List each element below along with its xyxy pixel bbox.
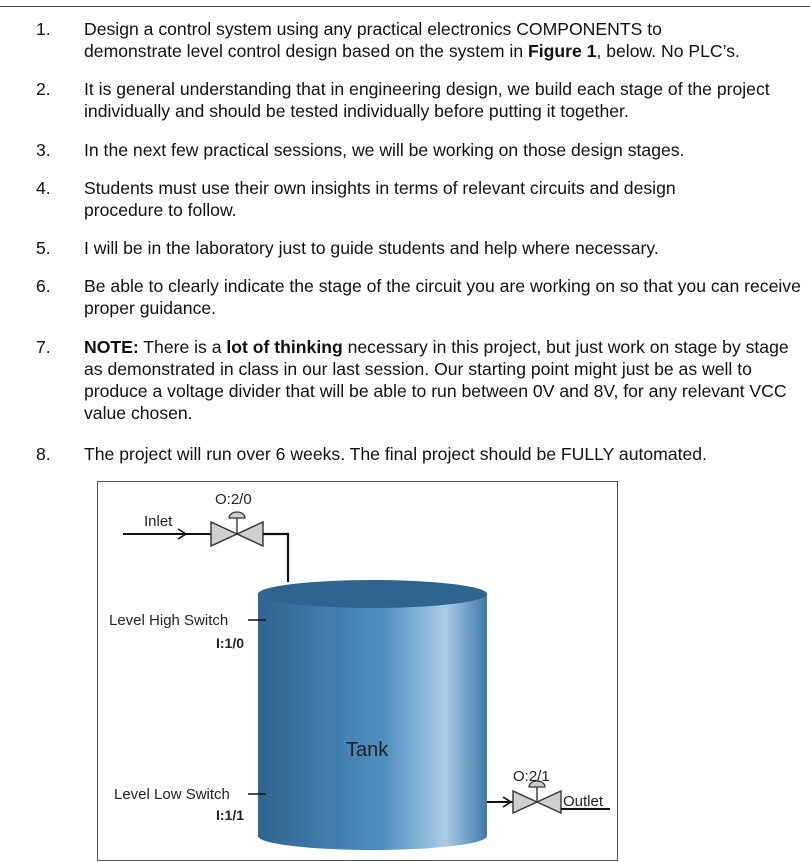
outlet-label: Outlet <box>563 793 604 810</box>
list-item <box>0 275 802 319</box>
level-high-label: Level High Switch <box>109 612 229 629</box>
list-item-text: Be able to clearly indicate the stage of the circuit you are working on so that you can receive proper guidance. <box>84 276 801 318</box>
list-item-text: It is general understanding that in engineering design, we build each stage of the project individually and should be tested individually before putting it together. <box>84 79 770 121</box>
level-low-label: Level Low Switch <box>114 786 230 803</box>
list-item-line: demonstrate level control design based on the system in Figure 1, below. No PLC’s. <box>84 41 740 61</box>
list-item-number: 7. <box>36 337 51 357</box>
tank <box>258 580 487 850</box>
list-item-number: 4. <box>36 178 51 198</box>
list-item-number: 5. <box>36 238 51 258</box>
list-item-text: NOTE: There is a lot of thinking necessary in this project, but just work on stage by stage as demonstrated in class in our last session. Our starting point might just be as well to produce a voltage divider that will be able to run between 0V and 8V, for any relevant VCC value chosen. <box>84 337 789 423</box>
list-item-text: I will be in the laboratory just to guide students and help where necessary. <box>84 238 659 258</box>
note-label: NOTE: <box>84 337 139 357</box>
figure-1-diagram <box>97 481 618 861</box>
tank-diagram <box>98 482 619 862</box>
level-low-tag: I:1/1 <box>216 807 245 823</box>
list-item-text: The project will run over 6 weeks. The final project should be FULLY automated. <box>84 444 707 464</box>
outlet-valve-tag: O:2/1 <box>513 768 550 785</box>
list-item <box>0 177 744 221</box>
list-item-text <box>84 18 802 62</box>
inlet-valve-tag: O:2/0 <box>215 491 252 508</box>
list-item <box>0 443 802 465</box>
list-item-number: 8. <box>36 444 51 464</box>
list-item-number: 6. <box>36 276 51 296</box>
tank-label: Tank <box>346 739 389 761</box>
inlet-feed-pipe <box>263 534 288 582</box>
list-item-number: 2. <box>36 79 51 99</box>
inlet-label: Inlet <box>144 513 173 530</box>
list-item-number: 3. <box>36 140 51 160</box>
list-item-text: In the next few practical sessions, we will be working on those design stages. <box>84 140 685 160</box>
inlet-valve-icon <box>211 512 263 546</box>
emphasis: lot of thinking <box>226 337 343 357</box>
top-rule <box>0 6 810 7</box>
list-item <box>0 139 802 161</box>
outlet-valve-icon <box>513 781 561 813</box>
figure-reference: Figure 1 <box>528 41 597 61</box>
list-item <box>0 18 802 62</box>
level-high-tag: I:1/0 <box>216 635 245 651</box>
list-item-number: 1. <box>36 19 51 39</box>
list-item <box>0 78 802 122</box>
list-item <box>0 336 802 424</box>
list-item <box>0 237 802 259</box>
list-item-line: Design a control system using any practical electronics COMPONENTS to <box>84 19 662 39</box>
list-item-text: Students must use their own insights in terms of relevant circuits and design procedure to follow. <box>84 178 676 220</box>
